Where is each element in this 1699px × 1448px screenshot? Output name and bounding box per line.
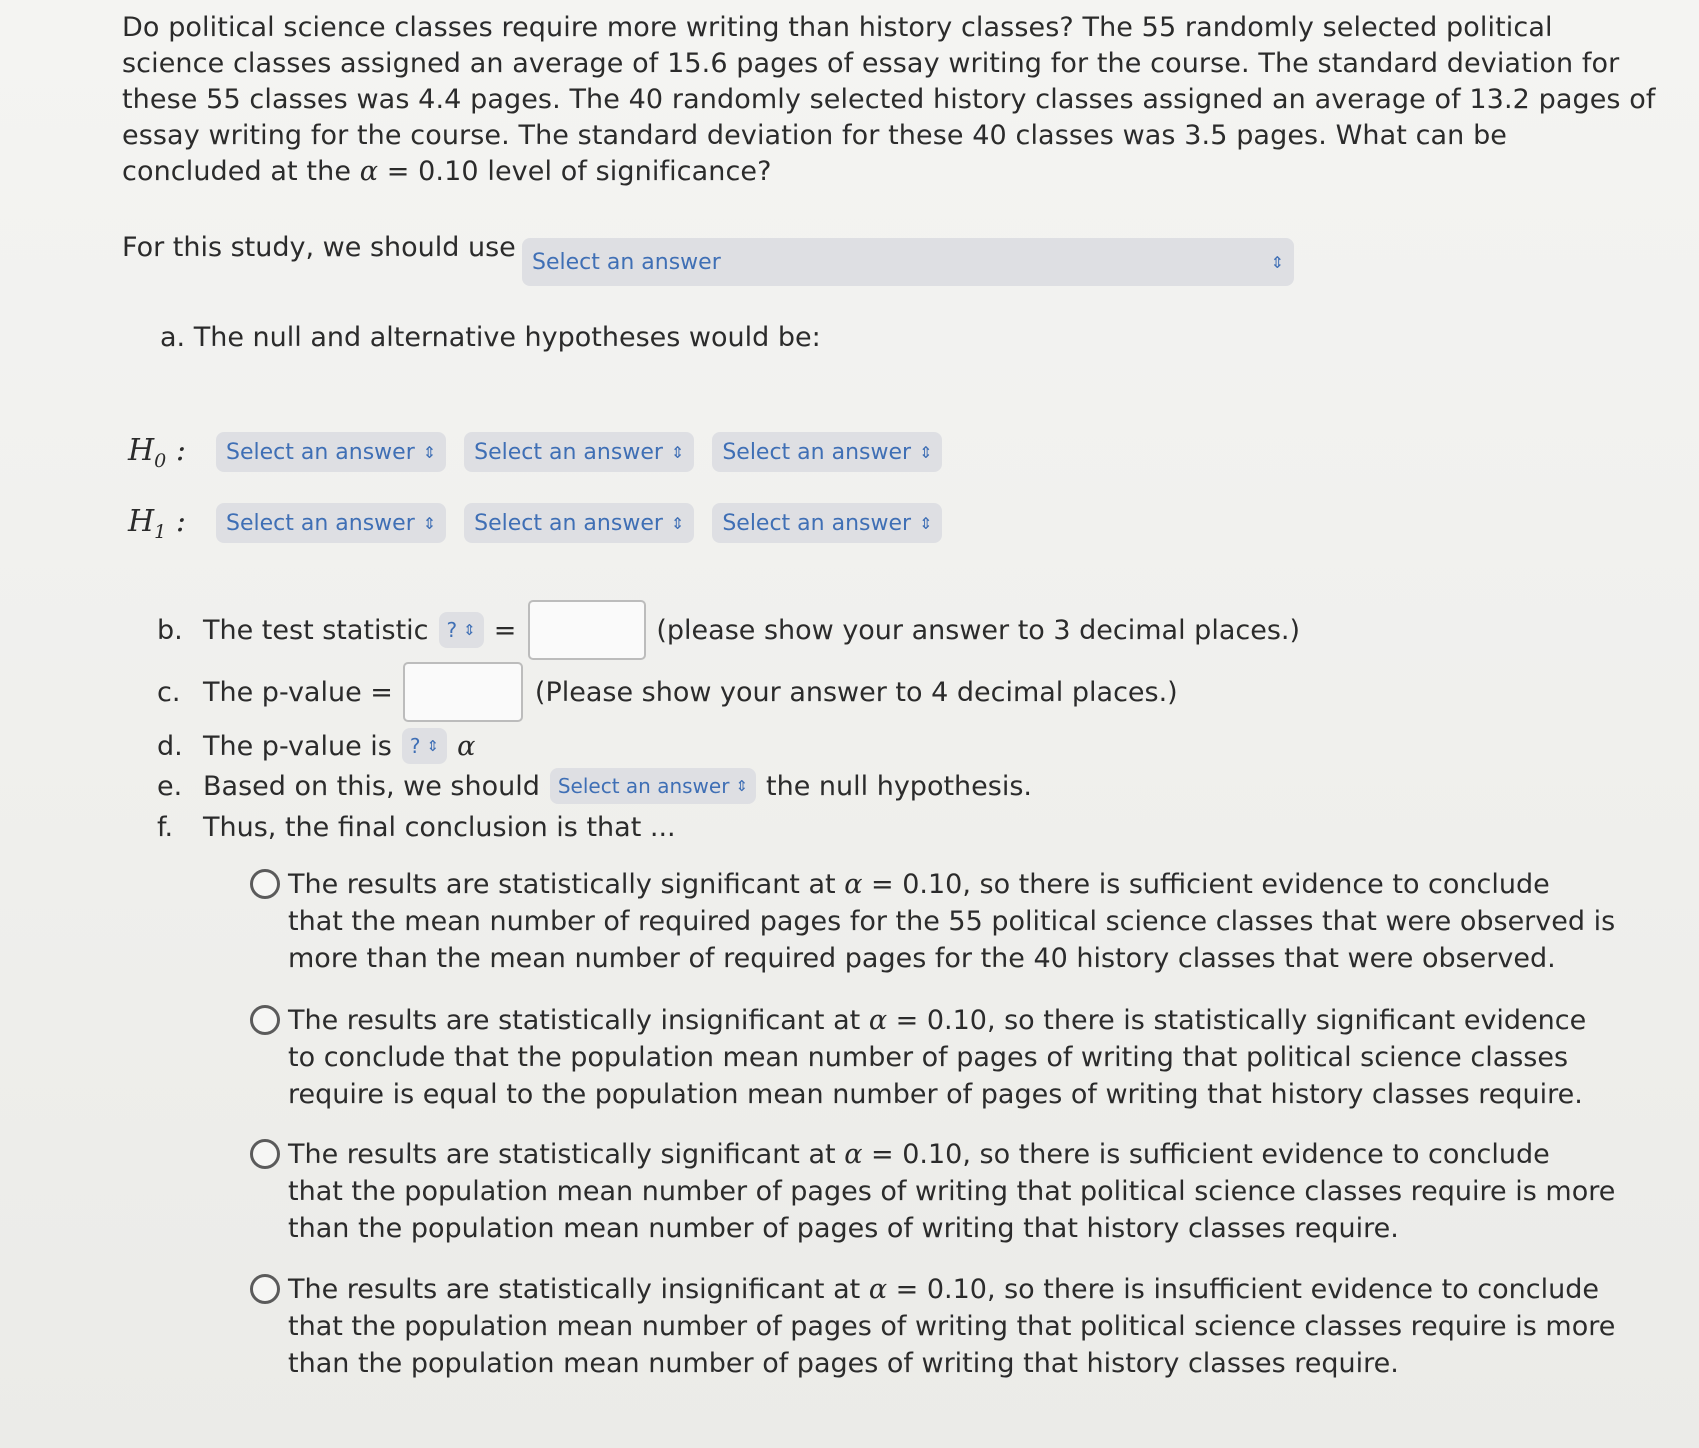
part-a bbox=[160, 322, 821, 353]
option-line bbox=[288, 1002, 1586, 1039]
option-line: require is equal to the population mean number of pages of writing that history classes require. bbox=[288, 1079, 1583, 1110]
alpha-symbol: α bbox=[868, 1005, 888, 1036]
option-line bbox=[288, 1271, 1615, 1308]
part-c-letter: c. bbox=[157, 676, 181, 708]
h0-parameter-select[interactable] bbox=[216, 432, 446, 472]
study-prompt bbox=[122, 232, 516, 263]
h0-subscript: 0 bbox=[154, 449, 167, 472]
alpha-symbol: α bbox=[457, 730, 476, 762]
p-value-comparison-select[interactable] bbox=[402, 728, 447, 764]
part-f-letter: f. bbox=[157, 812, 174, 843]
study-type-select[interactable] bbox=[522, 238, 1294, 286]
h1-colon: : bbox=[175, 503, 186, 539]
updown-chevron-icon: ⇕ bbox=[1270, 252, 1284, 272]
option-text-end: = 0.10, so there is statistically significant evidence bbox=[887, 1005, 1587, 1036]
question-line: science classes assigned an average of 15.6 pages of essay writing for the course. The standard deviation for bbox=[122, 48, 1620, 79]
select-label: ? bbox=[446, 618, 458, 642]
question-line bbox=[122, 154, 1562, 190]
part-a-text: The null and alternative hypotheses would be: bbox=[193, 322, 821, 353]
test-statistic-input[interactable] bbox=[528, 600, 646, 660]
h1-subscript: 1 bbox=[154, 520, 167, 543]
option-line bbox=[288, 1136, 1615, 1173]
part-b-text: The test statistic bbox=[203, 614, 429, 646]
part-d bbox=[157, 728, 475, 764]
equals-sign: = bbox=[493, 614, 517, 646]
study-select-label: Select an answer bbox=[532, 249, 721, 275]
radio-button-icon[interactable] bbox=[250, 1139, 280, 1169]
question-line: Do political science classes require more writing than history classes? The 55 randomly selected political bbox=[122, 12, 1553, 43]
option-text-start: The results are statistically significant at bbox=[288, 1139, 845, 1170]
h1-label bbox=[128, 504, 216, 543]
select-label: ? bbox=[409, 734, 421, 758]
updown-chevron-icon: ⇕ bbox=[919, 442, 933, 462]
select-label: Select an answer bbox=[474, 439, 663, 465]
option-text-start: The results are statistically significant at bbox=[288, 869, 845, 900]
h0-letter: H bbox=[128, 432, 155, 468]
h0-colon: : bbox=[175, 432, 186, 468]
select-label: Select an answer bbox=[722, 439, 912, 465]
conclusion-option[interactable] bbox=[250, 1002, 1587, 1113]
select-label: Select an answer bbox=[722, 510, 912, 536]
option-text-end: = 0.10, so there is sufficient evidence to conclude bbox=[862, 1139, 1550, 1170]
option-text bbox=[288, 1002, 1586, 1113]
question-line-end: = 0.10 level of significance? bbox=[378, 156, 772, 187]
select-label: Select an answer bbox=[474, 510, 663, 536]
updown-chevron-icon: ⇕ bbox=[422, 513, 437, 533]
updown-chevron-icon: ⇕ bbox=[426, 737, 440, 755]
study-label: For this study, we should use bbox=[122, 232, 516, 263]
updown-chevron-icon: ⇕ bbox=[735, 777, 749, 795]
option-text-end: = 0.10, so there is insufficient evidence to conclude bbox=[887, 1274, 1599, 1305]
updown-chevron-icon: ⇕ bbox=[670, 513, 685, 533]
alpha-symbol: α bbox=[359, 156, 379, 187]
part-e-after: the null hypothesis. bbox=[766, 770, 1032, 802]
radio-button-icon[interactable] bbox=[250, 1005, 280, 1035]
option-line: that the population mean number of pages of writing that political science classes require is more bbox=[288, 1311, 1616, 1342]
question-text bbox=[122, 10, 1656, 190]
radio-button-icon[interactable] bbox=[250, 1274, 280, 1304]
p-value-input[interactable] bbox=[403, 662, 523, 722]
alternative-hypothesis-row bbox=[128, 503, 960, 543]
part-f-text: Thus, the final conclusion is that ... bbox=[203, 812, 676, 843]
option-text bbox=[288, 1136, 1615, 1247]
part-b bbox=[157, 600, 1300, 660]
conclusion-option[interactable] bbox=[250, 1271, 1616, 1382]
h1-parameter-select[interactable] bbox=[216, 503, 446, 543]
part-c-note: (Please show your answer to 4 decimal places.) bbox=[534, 676, 1178, 708]
h1-value-select[interactable] bbox=[712, 503, 942, 543]
option-text-end: = 0.10, so there is sufficient evidence to conclude bbox=[862, 869, 1550, 900]
part-d-text: The p-value is bbox=[203, 730, 392, 762]
conclusion-option[interactable] bbox=[250, 1136, 1616, 1247]
part-b-letter: b. bbox=[157, 614, 183, 646]
part-c bbox=[157, 662, 1178, 722]
select-label: Select an answer bbox=[226, 439, 415, 465]
alpha-symbol: α bbox=[868, 1274, 888, 1305]
updown-chevron-icon: ⇕ bbox=[670, 442, 685, 462]
option-line: that the mean number of required pages for the 55 political science classes that were observed is bbox=[288, 906, 1616, 937]
test-statistic-select[interactable] bbox=[439, 612, 484, 648]
part-d-letter: d. bbox=[157, 730, 183, 762]
conclusion-option[interactable] bbox=[250, 866, 1616, 977]
h1-letter: H bbox=[128, 503, 155, 539]
part-f bbox=[157, 812, 676, 843]
option-line: to conclude that the population mean number of pages of writing that political science classes bbox=[288, 1042, 1569, 1073]
updown-chevron-icon: ⇕ bbox=[422, 442, 437, 462]
radio-button-icon[interactable] bbox=[250, 869, 280, 899]
decision-select[interactable] bbox=[550, 768, 756, 804]
null-hypothesis-row bbox=[128, 432, 960, 472]
select-label: Select an answer bbox=[557, 774, 730, 798]
part-a-letter: a. bbox=[160, 322, 186, 353]
option-line bbox=[288, 866, 1615, 903]
option-line: than the population mean number of pages of writing that history classes require. bbox=[288, 1213, 1399, 1244]
option-line: that the population mean number of pages of writing that political science classes require is more bbox=[288, 1176, 1616, 1207]
part-c-text: The p-value = bbox=[203, 676, 393, 708]
h0-label bbox=[128, 433, 216, 472]
question-line: essay writing for the course. The standard deviation for these 40 classes was 3.5 pages. What can be bbox=[122, 120, 1508, 151]
part-e-letter: e. bbox=[157, 770, 183, 802]
part-b-note: (please show your answer to 3 decimal places.) bbox=[656, 614, 1301, 646]
part-e bbox=[157, 768, 1032, 804]
updown-chevron-icon: ⇕ bbox=[463, 621, 476, 639]
h0-value-select[interactable] bbox=[712, 432, 942, 472]
part-e-text: Based on this, we should bbox=[203, 770, 540, 802]
question-line: these 55 classes was 4.4 pages. The 40 randomly selected history classes assigned an average of 13.2 pages of bbox=[122, 84, 1656, 115]
question-line-start: concluded at the bbox=[122, 156, 360, 187]
option-line: than the population mean number of pages of writing that history classes require. bbox=[288, 1348, 1399, 1379]
alpha-symbol: α bbox=[844, 869, 863, 900]
option-text bbox=[288, 866, 1615, 977]
h1-relation-select[interactable] bbox=[464, 503, 694, 543]
select-label: Select an answer bbox=[226, 510, 415, 536]
option-text-start: The results are statistically insignificant at bbox=[288, 1005, 869, 1036]
updown-chevron-icon: ⇕ bbox=[919, 513, 933, 533]
option-line: more than the mean number of required pages for the 40 history classes that were observed. bbox=[288, 943, 1556, 974]
h0-relation-select[interactable] bbox=[464, 432, 694, 472]
option-text bbox=[288, 1271, 1615, 1382]
alpha-symbol: α bbox=[844, 1139, 863, 1170]
option-text-start: The results are statistically insignificant at bbox=[288, 1274, 869, 1305]
